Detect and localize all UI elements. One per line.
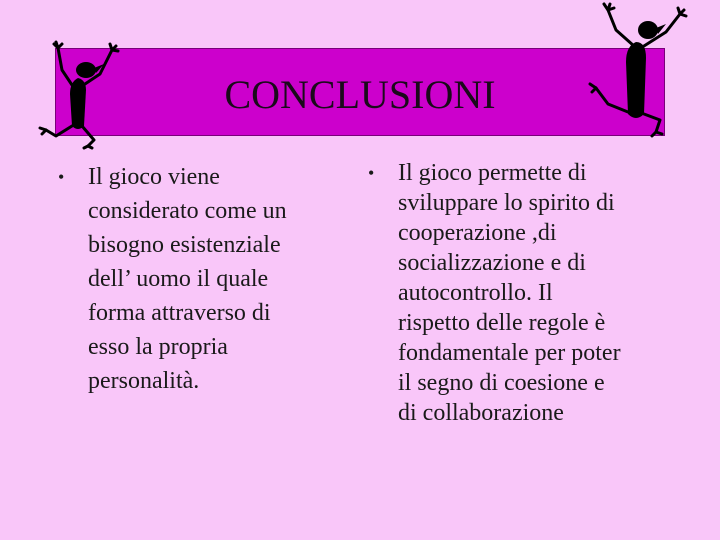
right-column <box>368 158 678 428</box>
bullet-icon: • <box>58 167 65 187</box>
right-bullet-text: Il gioco permette di sviluppare lo spirito di cooperazione ,di socializzazione e di autocontrollo. Il rispetto delle regole è fondamentale per poter il segno di coesione e di collaborazione <box>398 160 621 426</box>
dancing-figure-left-icon <box>34 40 124 150</box>
dancing-figure-right-icon <box>582 2 692 142</box>
left-bullet-item <box>58 160 338 398</box>
bullet-icon: • <box>368 163 375 183</box>
left-bullet-text: Il gioco viene considerato come un bisogno esistenziale dell’ uomo il quale forma attraverso di esso la propria personalità. <box>88 164 287 394</box>
left-column <box>58 160 338 398</box>
slide-title: CONCLUSIONI <box>224 72 496 117</box>
right-bullet-item <box>368 158 678 428</box>
